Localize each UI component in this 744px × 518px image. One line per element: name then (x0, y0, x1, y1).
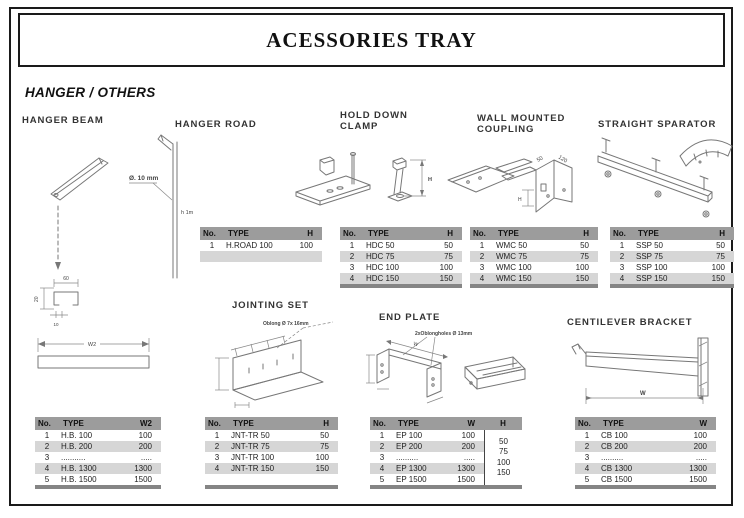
jointing-set-drawing (205, 312, 345, 412)
table-cell: 4 (340, 273, 364, 284)
table-cell: 1 (379, 431, 385, 440)
table-cell: JNT-TR 50 (231, 431, 270, 440)
table-cell: SSP 50 (636, 241, 663, 250)
title-box (18, 13, 725, 67)
table-row (340, 251, 462, 262)
table-cell (273, 251, 322, 262)
table-cell: 1 (479, 241, 485, 250)
table-row (470, 273, 598, 284)
table-row (575, 452, 716, 463)
table-cell: 3 (479, 263, 485, 272)
table-cell: WMC 100 (496, 263, 532, 272)
hanger-road-table (200, 227, 322, 262)
table-cell: 2 (340, 251, 364, 262)
h-value: 75 (499, 447, 508, 456)
column-header: TYPE (494, 227, 549, 240)
table-row (205, 474, 338, 485)
dimension-label: 20 (34, 296, 40, 302)
table-row (205, 441, 338, 452)
column-header: No. (610, 227, 634, 240)
table-row (340, 262, 462, 273)
table-cell: 100 (315, 453, 329, 462)
table-cell: EP 100 (396, 431, 423, 440)
table-cell: ........... (61, 453, 86, 462)
table-cell: SSP 100 (636, 263, 668, 272)
hold-down-clamp-table (340, 227, 462, 288)
table-row (340, 240, 462, 251)
table-bottom-bar (575, 485, 716, 489)
table-row (35, 430, 161, 441)
column-header: H (413, 227, 462, 240)
section-heading: HANGER / OTHERS (25, 85, 156, 100)
table-cell: CB 1300 (599, 463, 667, 474)
table-row (205, 452, 338, 463)
dimension-label: 60 (63, 276, 69, 282)
table-row (575, 441, 716, 452)
table-row (370, 441, 484, 452)
heading-hanger-road: HANGER ROAD (175, 119, 257, 130)
column-header: No. (205, 417, 229, 430)
table-bottom-bar (205, 485, 338, 489)
table-cell: EP 1500 (396, 475, 427, 484)
table-cell: JNT-TR 75 (229, 441, 289, 452)
column-header: W2 (112, 417, 161, 430)
table-row (370, 452, 484, 463)
table-cell: 100 (575, 263, 589, 272)
table-cell: 200 (667, 441, 716, 452)
spec-table (470, 227, 598, 284)
table-cell: EP 1300 (394, 463, 435, 474)
table-cell: 1500 (457, 475, 475, 484)
table-cell: 1 (209, 241, 215, 250)
table-cell: ..... (463, 453, 475, 462)
table-header-row (470, 227, 598, 240)
table-cell: HDC 50 (366, 241, 395, 250)
table-row (470, 262, 598, 273)
dimension-label: 10 (53, 322, 59, 327)
table-cell: 100 (461, 431, 475, 440)
table-row (200, 240, 322, 251)
table-row (35, 452, 161, 463)
table-cell: 5 (44, 475, 50, 484)
table-cell: 4 (610, 273, 634, 284)
column-header: TYPE (394, 417, 435, 430)
centilever-bracket-table (575, 417, 716, 489)
column-header: No. (370, 417, 394, 430)
table-cell: CB 200 (599, 441, 667, 452)
table-row (470, 240, 598, 251)
table-cell: WMC 75 (494, 251, 549, 262)
jointing-set-table (205, 417, 338, 489)
column-header: H (273, 227, 322, 240)
column-header: No. (200, 227, 224, 240)
table-cell: 100 (711, 263, 725, 272)
table-header-row (205, 417, 338, 430)
table-cell: H.B. 200 (59, 441, 112, 452)
table-cell: 4 (205, 463, 229, 474)
table-cell: 1 (349, 241, 355, 250)
table-cell: 4 (575, 463, 599, 474)
column-header: H (484, 417, 522, 430)
table-cell: CB 1500 (601, 475, 633, 484)
table-cell: .......... (396, 453, 419, 462)
heading-hold-down-clamp: HOLD DOWN CLAMP (340, 110, 408, 132)
column-header: No. (575, 417, 599, 430)
height-label: H (428, 177, 432, 183)
heading-jointing-set: JOINTING SET (232, 300, 309, 311)
h-values (484, 430, 522, 485)
height-label: H (518, 197, 522, 203)
table-bottom-bar (470, 284, 598, 288)
dimension-label: W2 (87, 342, 97, 348)
table-cell: 75 (685, 251, 734, 262)
table-row (205, 463, 338, 474)
table-cell: 3 (214, 453, 220, 462)
table-cell: 3 (379, 453, 385, 462)
dimension-label: 120 (556, 154, 568, 165)
table-cell: 75 (413, 251, 462, 262)
wall-mounted-coupling-table (470, 227, 598, 288)
table-cell: 1300 (112, 463, 161, 474)
table-header-row (200, 227, 322, 240)
table-row (575, 430, 716, 441)
spec-table (340, 227, 462, 284)
table-cell: 150 (413, 273, 462, 284)
table-cell: H.B. 1300 (59, 463, 112, 474)
table-cell: 1 (214, 431, 220, 440)
table-cell: 100 (299, 241, 313, 250)
table-cell: CB 100 (601, 431, 628, 440)
spec-table (370, 417, 484, 485)
table-cell: 200 (112, 441, 161, 452)
table-bottom-bar (340, 284, 462, 288)
table-bottom-bar (370, 485, 522, 489)
table-cell: 75 (289, 441, 338, 452)
table-row (575, 463, 716, 474)
table-row (470, 251, 598, 262)
column-header: No. (470, 227, 494, 240)
table-row (340, 273, 462, 284)
column-header: H (685, 227, 734, 240)
table-cell: 2 (470, 251, 494, 262)
table-cell: 1500 (689, 475, 707, 484)
table-row (575, 474, 716, 485)
table-row (610, 240, 734, 251)
table-row (35, 463, 161, 474)
table-cell: JNT-TR 100 (231, 453, 275, 462)
width-label: W (640, 391, 646, 397)
end-plate-table (370, 417, 522, 489)
table-row (205, 430, 338, 441)
column-header: W (435, 417, 484, 430)
table-cell: 2 (575, 441, 599, 452)
table-cell: 3 (349, 263, 355, 272)
table-cell: 200 (435, 441, 484, 452)
column-header: TYPE (634, 227, 685, 240)
table-cell: 100 (439, 263, 453, 272)
h-value: 100 (496, 457, 511, 467)
table-cell: 4 (470, 273, 494, 284)
column-header: TYPE (364, 227, 413, 240)
table-cell: 1 (584, 431, 590, 440)
table-row (370, 430, 484, 441)
table-cell: 3 (619, 263, 625, 272)
column-header: No. (35, 417, 59, 430)
straight-sparator-drawing (592, 128, 738, 223)
table-cell: 4 (370, 463, 394, 474)
table-cell: 150 (289, 463, 338, 474)
table-cell (200, 251, 224, 262)
table-cell: 3 (584, 453, 590, 462)
column-header: H (289, 417, 338, 430)
column-header: TYPE (59, 417, 112, 430)
table-cell: 1500 (134, 475, 152, 484)
table-cell: 1 (619, 241, 625, 250)
column-header: No. (340, 227, 364, 240)
column-header: TYPE (599, 417, 667, 430)
table-cell: WMC 50 (496, 241, 528, 250)
table-cell: 50 (580, 241, 589, 250)
heading-hanger-beam: HANGER BEAM (22, 115, 104, 126)
heading-straight-sparator: STRAIGHT SPARATOR (598, 119, 717, 130)
table-cell: 2 (205, 441, 229, 452)
table-row (610, 262, 734, 273)
column-header: W (667, 417, 716, 430)
table-bottom-bar (610, 284, 734, 288)
h-value: 50 (499, 436, 508, 446)
table-cell: 50 (444, 241, 453, 250)
heading-end-plate: END PLATE (379, 312, 441, 323)
table-cell: 50 (320, 431, 329, 440)
table-row (35, 474, 161, 485)
table-row (35, 441, 161, 452)
table-cell: .......... (601, 453, 624, 462)
table-cell: 2 (610, 251, 634, 262)
table-cell: H.ROAD 100 (226, 241, 273, 250)
table-cell: H.B. 1500 (61, 475, 97, 484)
table-cell: 1300 (435, 463, 484, 474)
table-cell: 150 (685, 273, 734, 284)
table-cell: JNT-TR 150 (229, 463, 289, 474)
page-title: ACESSORIES TRAY (266, 27, 477, 52)
hole-note-label: Oblong Ø 7x 16mm (263, 321, 309, 327)
h-value: 150 (496, 468, 511, 477)
table-cell (289, 474, 338, 485)
table-bottom-bar (35, 485, 161, 489)
table-row (610, 251, 734, 262)
wall-mounted-coupling-drawing (438, 150, 606, 225)
table-cell: ..... (695, 453, 707, 462)
table-cell: 150 (549, 273, 598, 284)
table-cell: 1 (44, 431, 50, 440)
table-row (200, 251, 322, 262)
end-plate-drawing (365, 325, 530, 410)
length-label: h 1m (181, 210, 194, 216)
spec-table (575, 417, 716, 485)
table-cell: 4 (35, 463, 59, 474)
heading-centilever-bracket: CENTILEVER BRACKET (567, 317, 693, 328)
table-cell: 2 (35, 441, 59, 452)
table-row (370, 474, 484, 485)
spec-table (200, 227, 322, 262)
spec-table (610, 227, 734, 284)
end-plate-h-column (484, 417, 522, 485)
table-cell (229, 474, 289, 485)
table-cell (224, 251, 273, 262)
table-cell: HDC 100 (366, 263, 399, 272)
hole-note-label: 2xOblongholes Ø 13mm (415, 331, 473, 337)
table-header-row (340, 227, 462, 240)
table-header-row (370, 417, 484, 430)
straight-sparator-table (610, 227, 734, 288)
table-cell: 100 (138, 431, 152, 440)
table-cell: SSP 150 (634, 273, 685, 284)
column-header: H (549, 227, 598, 240)
table-cell: WMC 150 (494, 273, 549, 284)
table-cell: 50 (716, 241, 725, 250)
width-label: W (412, 341, 419, 349)
table-cell: 3 (44, 453, 50, 462)
spec-table (205, 417, 338, 485)
table-cell: ..... (140, 453, 152, 462)
centilever-bracket-drawing (560, 332, 738, 410)
table-header-row (35, 417, 161, 430)
table-cell: HDC 150 (364, 273, 413, 284)
table-row (370, 463, 484, 474)
table-cell: 5 (584, 475, 590, 484)
dimension-label: 50 (536, 155, 545, 164)
table-cell: 2 (370, 441, 394, 452)
table-cell: 100 (693, 431, 707, 440)
heading-wall-mounted-coupling: WALL MOUNTED COUPLING (477, 113, 566, 135)
table-cell: HDC 75 (364, 251, 413, 262)
table-row (610, 273, 734, 284)
table-cell: H.B. 100 (61, 431, 93, 440)
table-header-row (575, 417, 716, 430)
table-header-row (610, 227, 734, 240)
diameter-label: Ø. 10 mm (129, 175, 159, 182)
table-cell: 75 (549, 251, 598, 262)
table-cell (205, 474, 229, 485)
table-cell: SSP 75 (634, 251, 685, 262)
table-cell: 1300 (667, 463, 716, 474)
spec-table (35, 417, 161, 485)
column-header: TYPE (229, 417, 289, 430)
column-header: TYPE (224, 227, 273, 240)
table-cell: EP 200 (394, 441, 435, 452)
table-cell: 5 (379, 475, 385, 484)
hanger-beam-table (35, 417, 161, 489)
